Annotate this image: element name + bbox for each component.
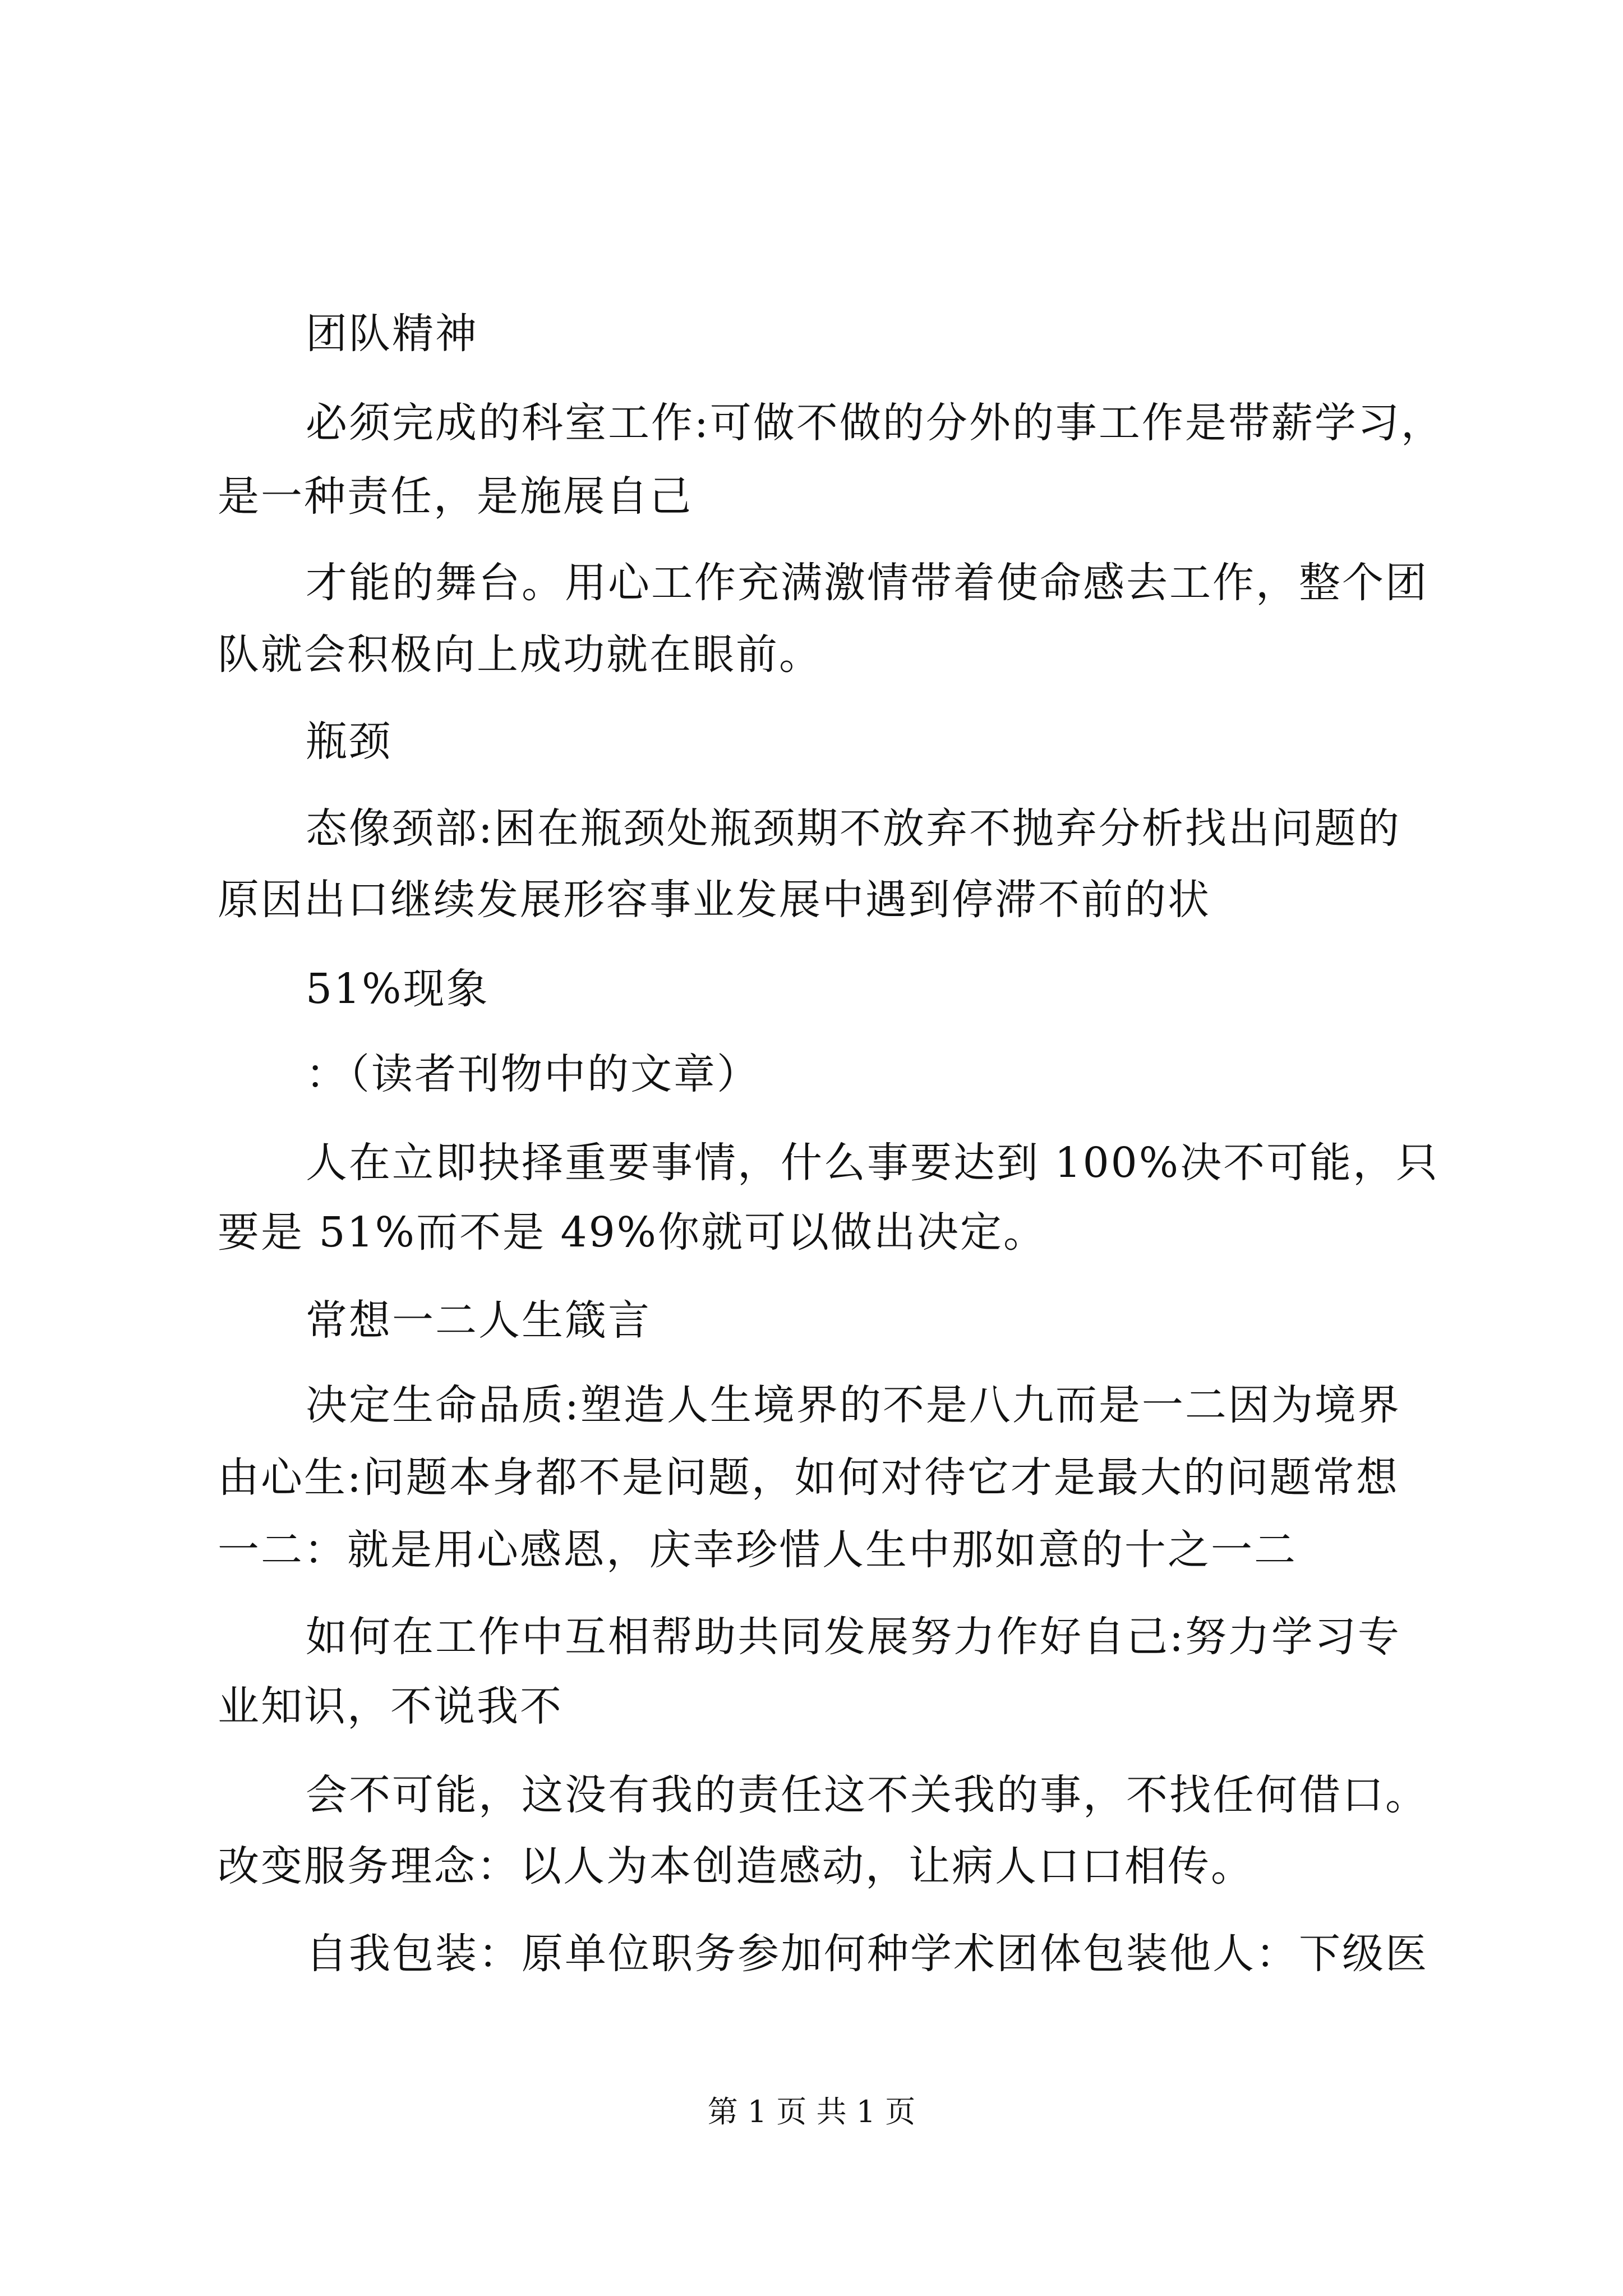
heading-team-spirit: 团队精神	[306, 310, 478, 358]
paragraph-line: 必须完成的科室工作:可做不做的分外的事工作是带薪学习，	[306, 399, 1444, 447]
heading-51-percent: 51%现象	[306, 965, 490, 1013]
paragraph-line: ：（读者刊物中的文章）	[306, 1050, 760, 1098]
paragraph-line: 原因出口继续发展形容事业发展中遇到停滞不前的状	[218, 876, 1211, 924]
paragraph-line: 一二：就是用心感恩，庆幸珍惜人生中那如意的十之一二	[218, 1526, 1297, 1574]
heading-life-motto: 常想一二人生箴言	[306, 1296, 651, 1345]
paragraph-line: 要是 51%而不是 49%你就可以做出决定。	[218, 1208, 1046, 1257]
paragraph-line: 队就会积极向上成功就在眼前。	[218, 631, 822, 679]
paragraph-line: 态像颈部:困在瓶颈处瓶颈期不放弃不抛弃分析找出问题的	[306, 804, 1401, 853]
paragraph-line: 如何在工作中互相帮助共同发展努力作好自己:努力学习专	[306, 1613, 1401, 1661]
paragraph-line: 会不可能，这没有我的责任这不关我的事，不找任何借口。	[306, 1771, 1428, 1819]
paragraph-line: 决定生命品质:塑造人生境界的不是八九而是一二因为境界	[306, 1381, 1401, 1429]
paragraph-line: 业知识，不说我不	[218, 1682, 563, 1731]
paragraph-line: 人在立即抉择重要事情，什么事要达到 100%决不可能，只	[306, 1139, 1440, 1187]
paragraph-line: 自我包装：原单位职务参加何种学术团体包装他人：下级医	[306, 1930, 1428, 1978]
heading-bottleneck: 瓶颈	[306, 717, 392, 766]
paragraph-line: 改变服务理念：以人为本创造感动，让病人口口相传。	[218, 1842, 1254, 1890]
paragraph-line: 是一种责任，是施展自己	[218, 472, 693, 521]
paragraph-line: 才能的舞台。用心工作充满激情带着使命感去工作，整个团	[306, 559, 1428, 607]
page-footer: 第 1 页 共 1 页	[707, 2094, 916, 2129]
paragraph-line: 由心生:问题本身都不是问题，如何对待它才是最大的问题常想	[218, 1453, 1399, 1502]
